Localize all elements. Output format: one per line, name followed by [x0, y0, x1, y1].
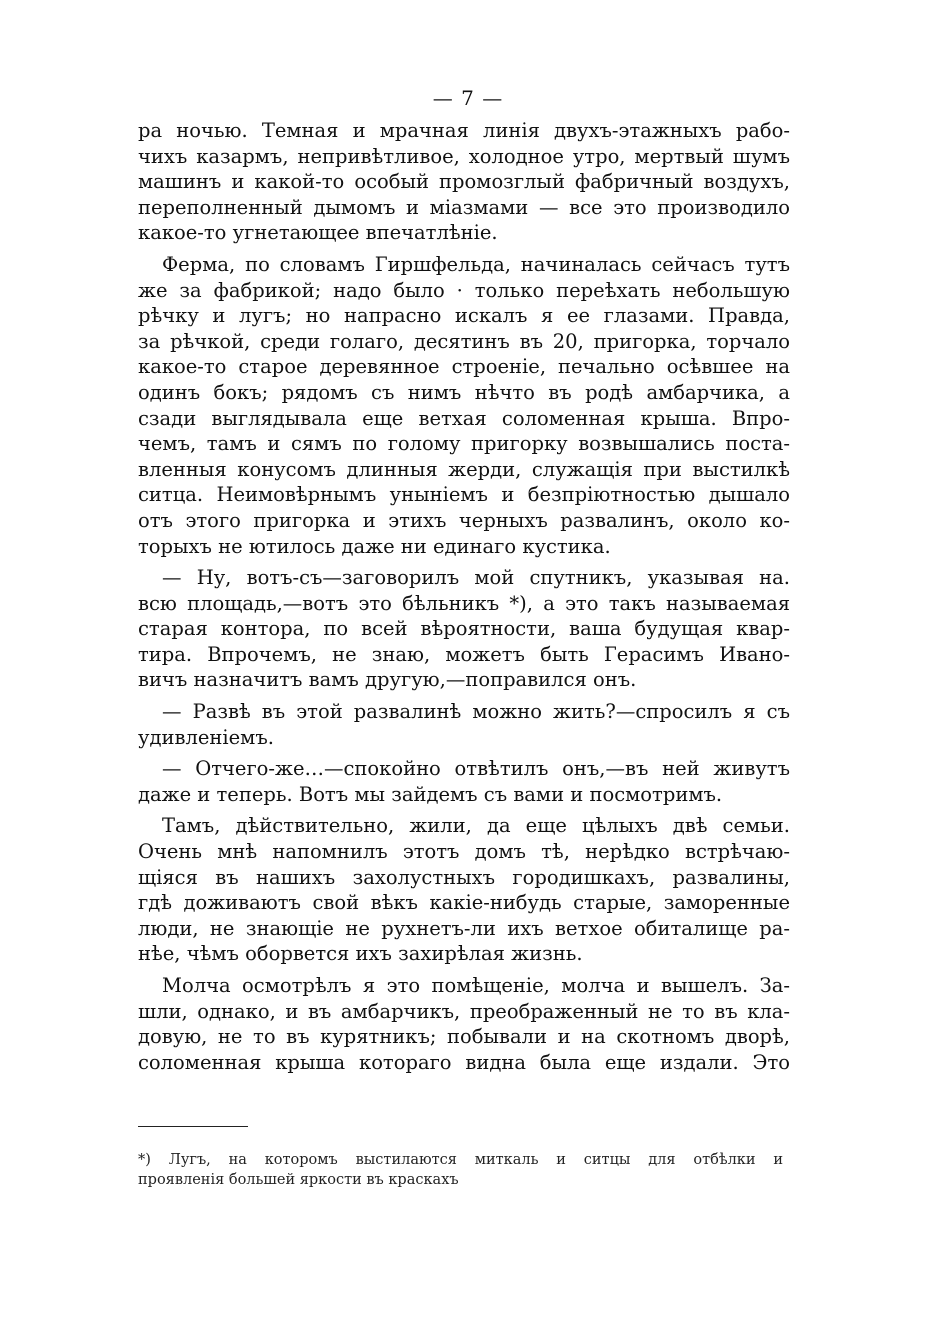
paragraph-5 — [138, 756, 790, 807]
text-line: Молча осмотрѣлъ я это помѣщеніе, молча и вышелъ. За- — [162, 974, 790, 997]
text-line: чемъ, тамъ и сямъ по голому пригорку возвышались поста- — [138, 432, 790, 456]
text-line: сзади выглядывала еще ветхая соломенная крыша. Впро- — [138, 406, 790, 430]
footnote-line: проявленія большей яркости въ краскахъ — [138, 1172, 459, 1188]
text-line: довую, не то въ курятникъ; побывали и на скотномъ дворѣ, — [138, 1025, 790, 1049]
text-line: ситца. Неимовѣрнымъ уныніемъ и безпріютностью дышало — [138, 483, 790, 507]
text-line: шли, однако, и въ амбарчикъ, преображенный не то въ кла- — [138, 999, 790, 1023]
text-line: вичъ назначитъ вамъ другую,—поправился онъ. — [138, 668, 637, 692]
text-line: щіяся въ нашихъ захолустныхъ городишкахъ, развалины, — [138, 865, 790, 889]
paragraph-7 — [138, 973, 790, 1075]
text-line: торыхъ не ютилось даже ни единаго кустика. — [138, 534, 611, 558]
footnote — [138, 1150, 783, 1190]
paragraph-1 — [138, 118, 790, 246]
text-line: — Развѣ въ этой развалинѣ можно жить?—спросилъ я съ — [162, 700, 790, 724]
text-line: за рѣчкой, среди голаго, десятинъ въ 20, пригорка, торчало — [138, 329, 790, 353]
paragraph-6 — [138, 813, 790, 967]
text-line: гдѣ доживаютъ свой вѣкъ какіе-нибудь старые, заморенные — [138, 891, 790, 915]
text-line: переполненный дымомъ и міазмами — все это производило — [138, 195, 790, 219]
text-line: ра ночью. Темная и мрачная линія двухъ-этажныхъ рабо- — [138, 119, 790, 142]
paragraph-4 — [138, 699, 790, 750]
text-line: Очень мнѣ напомнилъ этотъ домъ тѣ, нерѣдко встрѣчаю- — [138, 840, 790, 864]
page-number: — 7 — — [432, 86, 504, 110]
text-line: Ферма, по словамъ Гиршфельда, начиналась сейчасъ тутъ — [162, 252, 790, 276]
text-line: рѣчку и лугъ; но напрасно искалъ я ее глазами. Правда, — [138, 304, 790, 328]
text-line: же за фабрикой; надо было · только переѣхать небольшую — [138, 278, 790, 302]
paragraph-3 — [138, 565, 790, 693]
text-line: Тамъ, дѣйствительно, жили, да еще цѣлыхъ двѣ семьи. — [162, 814, 790, 838]
text-line: старая контора, по всей вѣроятности, ваша будущая квар- — [138, 617, 790, 641]
text-line: нѣе, чѣмъ оборвется ихъ захирѣлая жизнь. — [138, 942, 583, 966]
footnote-divider — [138, 1126, 248, 1127]
body-text — [138, 118, 790, 1081]
text-line: люди, не знающіе не рухнетъ-ли ихъ ветхое обиталище ра- — [138, 916, 790, 940]
text-line: удивленіемъ. — [138, 725, 274, 749]
text-line: всю площадь,—вотъ это бѣльникъ *), а это такъ называемая — [138, 591, 790, 615]
text-line: даже и теперь. Вотъ мы зайдемъ съ вами и посмотримъ. — [138, 782, 723, 806]
text-line: машинъ и какой-то особый промозглый фабричный воздухъ, — [138, 170, 790, 194]
text-line: чихъ казармъ, непривѣтливое, холодное утро, мертвый шумъ — [138, 144, 790, 168]
paragraph-2 — [138, 252, 790, 559]
text-line: отъ этого пригорка и этихъ черныхъ развалинъ, около ко- — [138, 508, 790, 532]
text-line: тира. Впрочемъ, не знаю, можетъ быть Герасимъ Ивано- — [138, 642, 790, 666]
text-line: одинъ бокъ; рядомъ съ нимъ нѣчто въ родѣ амбарчика, а — [138, 380, 790, 404]
text-line: какое-то угнетающее впечатлѣніе. — [138, 221, 498, 245]
text-line: какое-то старое деревянное строеніе, печально осѣвшее на — [138, 355, 790, 379]
text-line: соломенная крыша котораго видна была еще издали. Это — [138, 1050, 790, 1074]
footnote-line: *) Лугъ, на которомъ выстилаются миткаль и ситцы для отбѣлки и — [138, 1152, 783, 1168]
text-line: — Отчего-же…—спокойно отвѣтилъ онъ,—въ ней живутъ — [162, 757, 790, 781]
text-line: — Ну, вотъ-съ—заговорилъ мой спутникъ, указывая на. — [162, 566, 790, 590]
text-line: вленныя конусомъ длинныя жерди, служащія при выстилкѣ — [138, 457, 790, 481]
